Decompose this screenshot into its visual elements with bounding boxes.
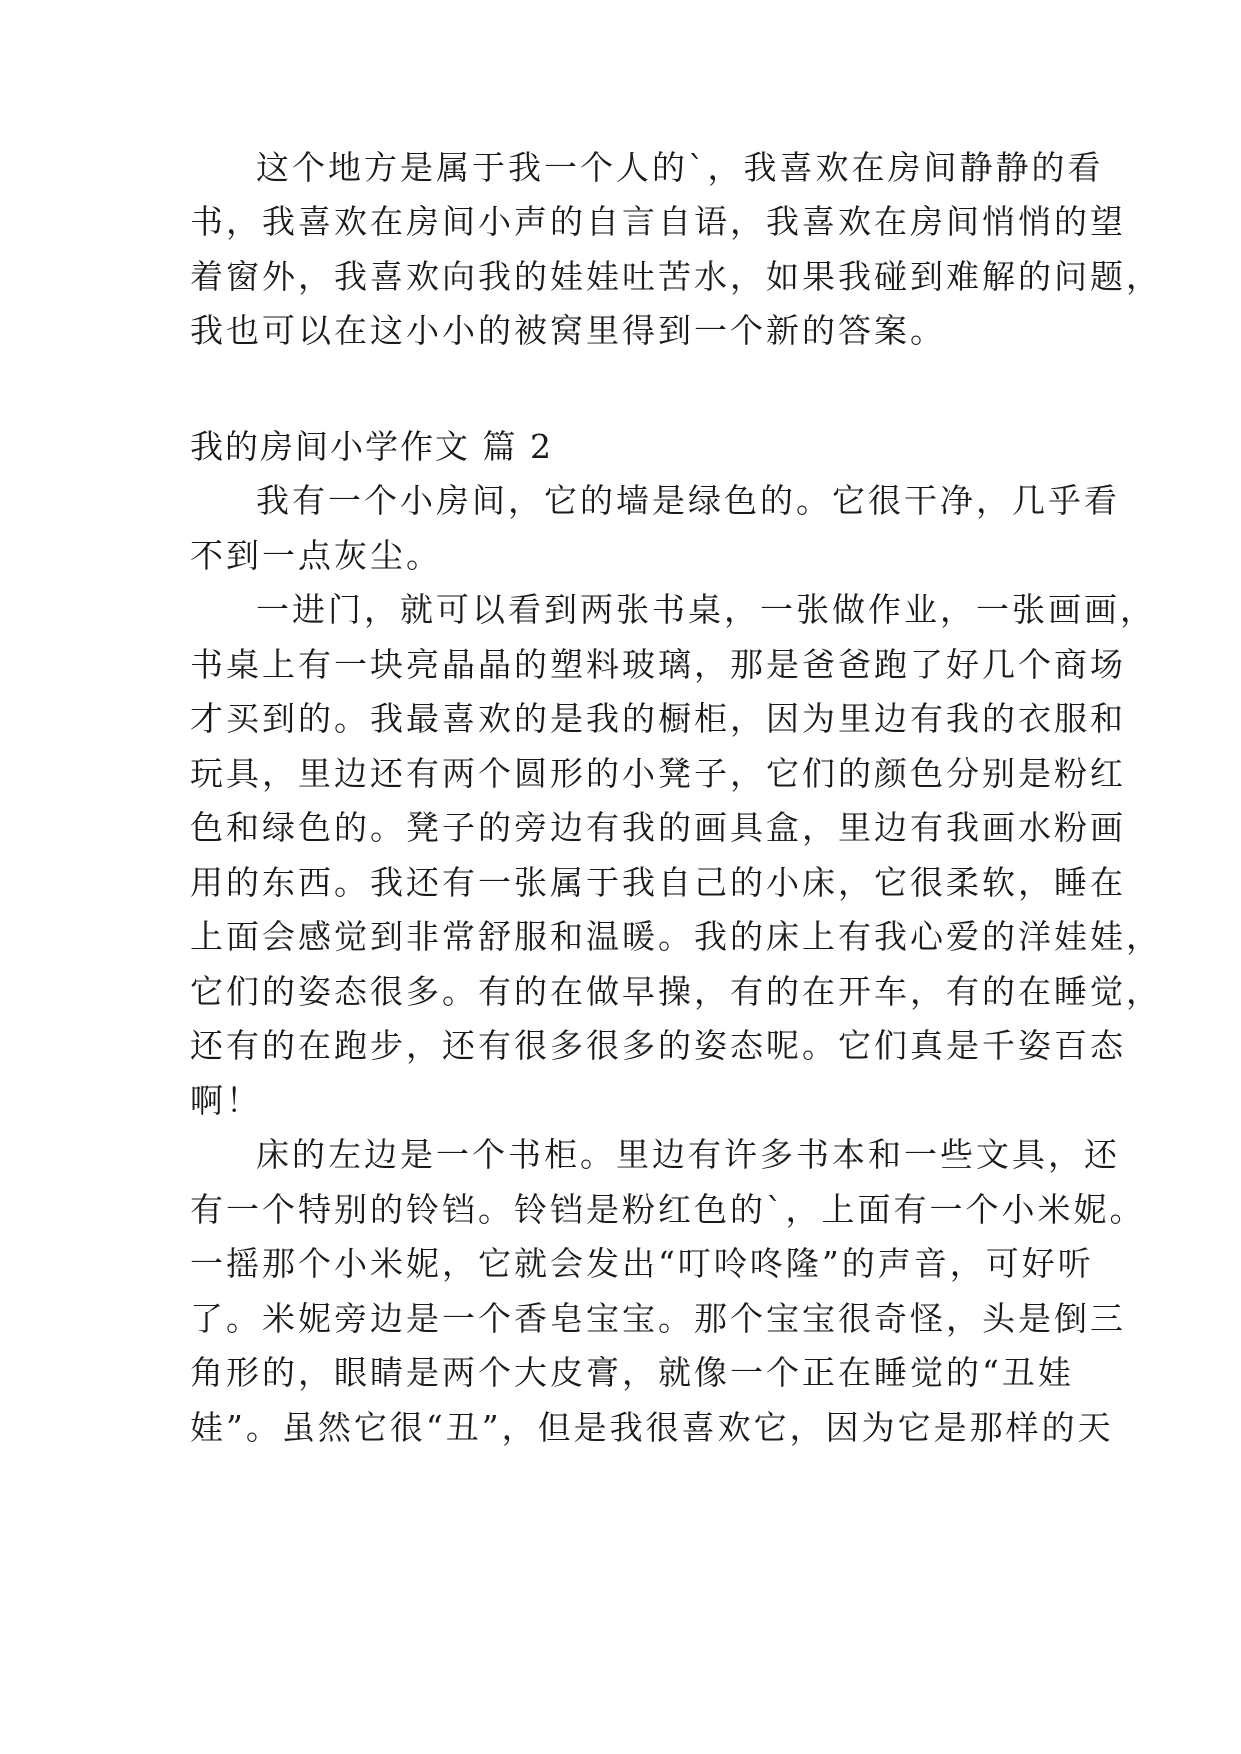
paragraph-line: 床的左边是一个书柜。里边有许多书本和一些文具，还: [256, 1135, 1120, 1174]
paragraph-line: 角形的，眼睛是两个大皮膏，就像一个正在睡觉的“丑娃: [190, 1353, 1074, 1392]
paragraph-line: 了。米妮旁边是一个香皂宝宝。那个宝宝很奇怪，头是倒三: [190, 1299, 1126, 1338]
paragraph-line: 一进门，就可以看到两张书桌，一张做作业，一张画画，: [256, 590, 1156, 629]
paragraph-line: 上面会感觉到非常舒服和温暖。我的床上有我心爱的洋娃娃，: [190, 917, 1162, 956]
paragraph-line: 色和绿色的。凳子的旁边有我的画具盒，里边有我画水粉画: [190, 808, 1126, 847]
paragraph-line: 娃”。虽然它很“丑”，但是我很喜欢它，因为它是那样的天: [190, 1408, 1114, 1447]
paragraph-line: 不到一点灰尘。: [190, 536, 442, 575]
paragraph-line: 玩具，里边还有两个圆形的小凳子，它们的颜色分别是粉红: [190, 754, 1126, 793]
paragraph-line: 这个地方是属于我一个人的`，我喜欢在房间静静的看: [256, 148, 1104, 187]
paragraph-line: 书，我喜欢在房间小声的自言自语，我喜欢在房间悄悄的望: [190, 202, 1126, 241]
paragraph-line: 还有的在跑步，还有很多很多的姿态呢。它们真是千姿百态: [190, 1026, 1126, 1065]
paragraph-line: 啊！: [190, 1081, 262, 1120]
paragraph-line: 我也可以在这小小的被窝里得到一个新的答案。: [190, 311, 946, 350]
section-heading: 我的房间小学作文 篇 2: [190, 427, 553, 466]
paragraph-line: 我有一个小房间，它的墙是绿色的。它很干净，几乎看: [256, 481, 1120, 520]
paragraph-line: 书桌上有一块亮晶晶的塑料玻璃，那是爸爸跑了好几个商场: [190, 645, 1126, 684]
paragraph-line: 一摇那个小米妮，它就会发出“叮呤咚隆”的声音，可好听: [190, 1244, 1094, 1283]
paragraph-line: 才买到的。我最喜欢的是我的橱柜，因为里边有我的衣服和: [190, 699, 1126, 738]
paragraph-line: 有一个特别的铃铛。铃铛是粉红色的`，上面有一个小米妮。: [190, 1190, 1146, 1229]
paragraph-line: 它们的姿态很多。有的在做早操，有的在开车，有的在睡觉，: [190, 972, 1162, 1011]
paragraph-line: 用的东西。我还有一张属于我自己的小床，它很柔软，睡在: [190, 863, 1126, 902]
paragraph-line: 着窗外，我喜欢向我的娃娃吐苦水，如果我碰到难解的问题，: [190, 257, 1162, 296]
